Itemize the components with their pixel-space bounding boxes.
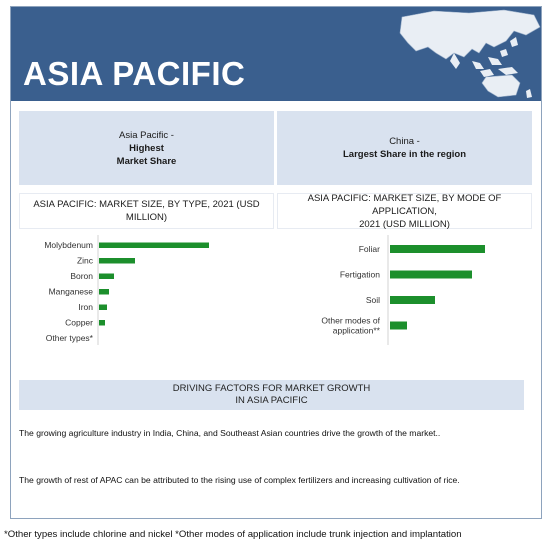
bar — [99, 274, 114, 280]
highlight-china-line1: China - — [389, 136, 420, 147]
drivers-heading-line1: DRIVING FACTORS FOR MARKET GROWTH — [172, 383, 371, 394]
chart-title-by-type-line2: MILLION) — [125, 212, 168, 223]
highlight-apac-line3: Market Share — [116, 155, 177, 167]
tick-label: Molybdenum — [44, 240, 93, 250]
bar — [390, 271, 472, 279]
bar — [390, 296, 435, 304]
bar — [99, 305, 107, 311]
chart-title-by-type — [19, 193, 274, 229]
chart-title-by-application-line1: ASIA PACIFIC: MARKET SIZE, BY MODE OF APPLICATION, — [307, 192, 502, 217]
tick-label: Iron — [78, 302, 93, 312]
bar — [390, 322, 407, 330]
tick-label: Foliar — [358, 244, 380, 254]
bar-chart-by-type — [11, 235, 276, 345]
region-header — [11, 7, 541, 101]
drivers-heading — [19, 380, 524, 410]
highlight-card-china — [277, 111, 532, 185]
highlight-china-line2: Largest Share in the region — [343, 149, 466, 160]
asia-pacific-map-icon — [394, 7, 541, 101]
tick-label: Other types* — [45, 333, 93, 343]
footnote: *Other types include chlorine and nickel *Other modes of application include trunk injection and implantation — [4, 529, 462, 540]
tick-label: Other modes of — [321, 315, 380, 326]
infographic-frame — [10, 6, 542, 519]
highlight-apac-line1: Asia Pacific - — [119, 129, 174, 141]
driver-item: The growth of rest of APAC can be attributed to the rising use of complex fertilizers and increasing cultivation of rice. — [19, 475, 460, 485]
tick-label: Zinc — [76, 255, 93, 266]
highlight-card-apac — [19, 111, 274, 185]
tick-label: Copper — [65, 317, 93, 328]
chart-title-by-application-line2: 2021 (USD MILLION) — [359, 218, 450, 230]
chart-title-by-type-line1: ASIA PACIFIC: MARKET SIZE, BY TYPE, 2021 (USD — [33, 199, 260, 210]
bar — [99, 258, 135, 264]
drivers-heading-line2: IN ASIA PACIFIC — [235, 395, 308, 406]
tick-label: Soil — [365, 295, 380, 305]
bar — [99, 243, 209, 249]
tick-label: application** — [332, 325, 380, 336]
region-title: ASIA PACIFIC — [23, 55, 246, 92]
highlight-apac-line2: Highest — [129, 142, 164, 154]
bar — [390, 245, 485, 253]
chart-title-by-application — [277, 193, 532, 229]
tick-label: Manganese — [48, 286, 93, 297]
bar-chart-by-application — [276, 235, 541, 345]
bar — [99, 289, 109, 295]
bar — [99, 320, 105, 326]
driver-item: The growing agriculture industry in India, China, and Southeast Asian countries drive the growth of the market.. — [19, 428, 441, 438]
tick-label: Boron — [70, 271, 93, 281]
tick-label: Fertigation — [339, 269, 380, 280]
